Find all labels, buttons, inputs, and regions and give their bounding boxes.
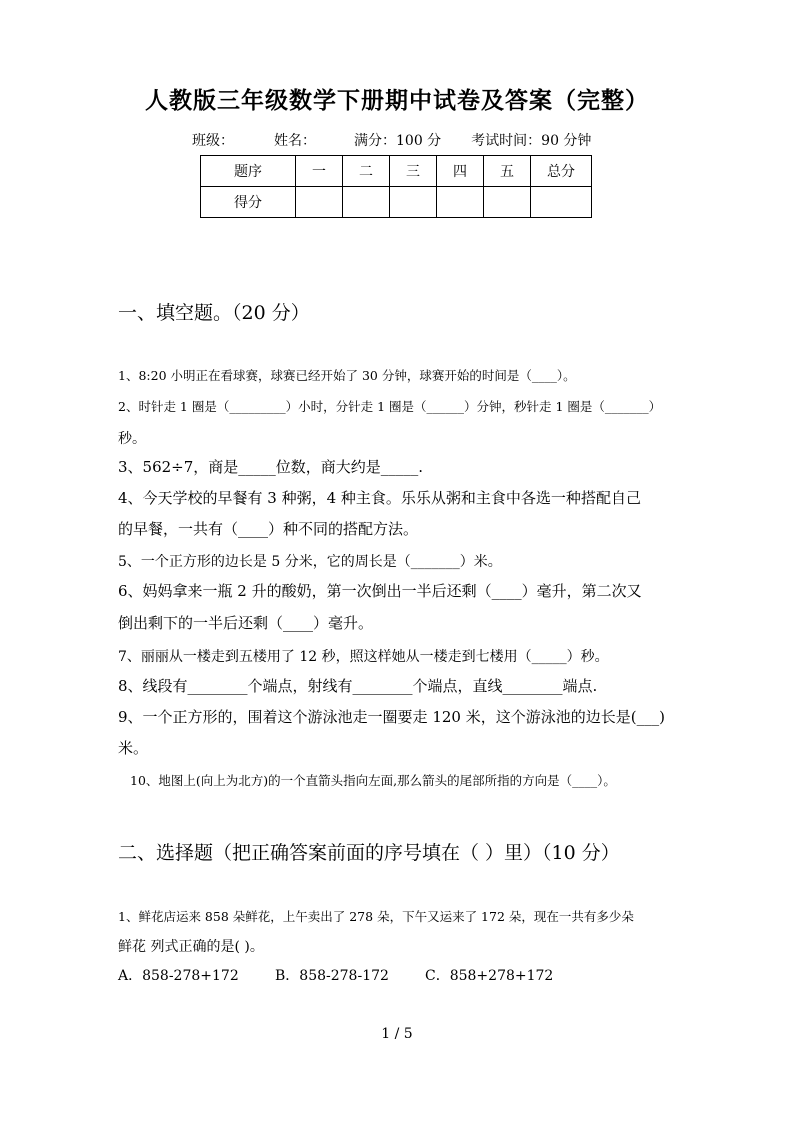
option-c: C．858+278+172 <box>425 968 554 984</box>
option-a: A．858-278+172 <box>118 968 239 984</box>
class-label: 班级： <box>192 133 234 149</box>
score-table-header-cell: 题序 <box>201 156 296 187</box>
score-row-label: 得分 <box>201 187 296 218</box>
exam-time-label: 考试时间：90 分钟 <box>471 133 592 149</box>
full-score-label: 满分：100 分 <box>354 133 442 149</box>
score-table-header-cell: 总分 <box>531 156 592 187</box>
question-2-line-2: 秒。 <box>118 431 146 447</box>
score-cell[interactable] <box>390 187 437 218</box>
score-table <box>200 155 592 218</box>
question-5: 5、一个正方形的边长是 5 分米，它的周长是（_______）米。 <box>118 554 502 570</box>
question-4-line-2: 的早餐，一共有（____）种不同的搭配方法。 <box>118 520 419 538</box>
exam-info-line <box>192 130 591 150</box>
score-table-header-cell: 三 <box>390 156 437 187</box>
option-b: B．858-278-172 <box>275 968 389 984</box>
score-cell[interactable] <box>296 187 343 218</box>
question-10: 10、地图上(向上为北方)的一个直箭头指向左面,那么箭头的尾部所指的方向是（____）。 <box>130 773 616 788</box>
score-cell[interactable] <box>531 187 592 218</box>
name-label: 姓名： <box>274 133 316 149</box>
question-6-line-1: 6、妈妈拿来一瓶 2 升的酸奶，第一次倒出一半后还剩（____）毫升，第二次又 <box>118 582 642 600</box>
question-9-line-2: 米。 <box>118 739 149 757</box>
score-table-header-cell: 一 <box>296 156 343 187</box>
question-1: 1、8:20 小明正在看球赛，球赛已经开始了 30 分钟，球赛开始的时间是（____）。 <box>118 368 576 383</box>
choice-question-1-line-2: 鲜花 列式正确的是( )。 <box>118 939 264 955</box>
score-cell[interactable] <box>437 187 484 218</box>
question-7: 7、丽丽从一楼走到五楼用了 12 秒，照这样她从一楼走到七楼用（_____）秒。 <box>118 649 609 665</box>
question-3: 3、562÷7，商是_____位数，商大约是_____. <box>118 458 424 476</box>
score-table-header-cell: 二 <box>343 156 390 187</box>
score-cell[interactable] <box>484 187 531 218</box>
question-4-line-1: 4、今天学校的早餐有 3 种粥，4 种主食。乐乐从粥和主食中各选一种搭配自己 <box>118 489 641 507</box>
question-2-line-1: 2、时针走 1 圈是（_________）小时，分针走 1 圈是（______）分钟，秒针走 1 圈是（_______） <box>118 399 662 414</box>
score-cell[interactable] <box>343 187 390 218</box>
score-table-score-row <box>201 187 592 218</box>
question-9-line-1: 9、一个正方形的，围着这个游泳池走一圈要走 120 米，这个游泳池的边长是(___) <box>118 708 665 726</box>
score-table-header-row <box>201 156 592 187</box>
section1-title: 一、填空题。（20 分） <box>118 302 310 324</box>
question-8: 8、线段有________个端点，射线有________个端点，直线________端点. <box>118 677 598 695</box>
page-title: 人教版三年级数学下册期中试卷及答案（完整） <box>145 87 649 114</box>
score-table-header-cell: 五 <box>484 156 531 187</box>
score-table-header-cell: 四 <box>437 156 484 187</box>
question-6-line-2: 倒出剩下的一半后还剩（____）毫升。 <box>118 614 374 632</box>
section2-title: 二、选择题（把正确答案前面的序号填在（ ）里）（10 分） <box>118 842 620 864</box>
page-number: 1 / 5 <box>381 1026 413 1042</box>
choice-question-1-line-1: 1、鲜花店运来 858 朵鲜花，上午卖出了 278 朵，下午又运来了 172 朵，现在一共有多少朵 <box>118 909 634 924</box>
